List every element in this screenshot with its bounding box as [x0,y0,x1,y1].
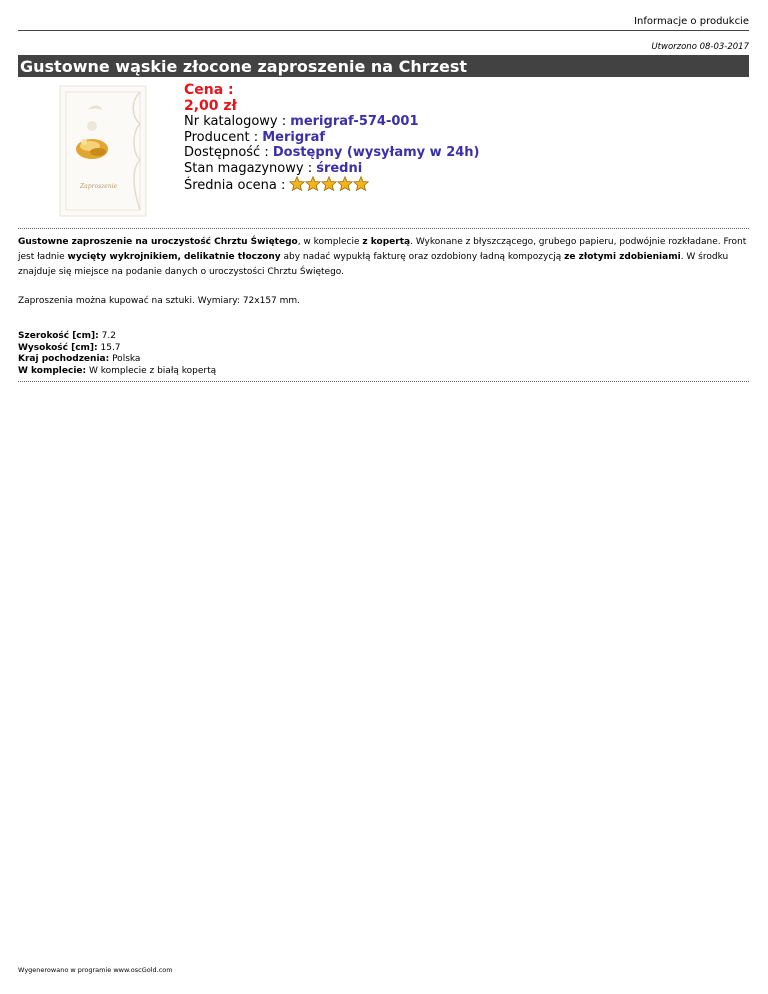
rating-label: Średnia ocena : [184,178,290,193]
product-title: Gustowne wąskie złocone zaproszenie na Chrzest [18,55,749,77]
spec-label: Kraj pochodzenia: [18,354,110,364]
description-highlight: wycięty wykrojnikiem, delikatnie tłoczony [67,252,281,262]
document-header: Informacje o produkcie [18,14,749,31]
product-description [18,235,749,309]
description-text: . Wykonane z błyszczącego, grubego papieru, podwójnie rozkładane. Front jest ładnie [18,237,747,262]
product-specs [18,331,749,377]
rating-stars [289,176,369,196]
stock-label: Stan magazynowy : [184,160,317,176]
catalog-number: merigraf-574-001 [290,114,419,129]
spec-label: Szerokość [cm]: [18,331,99,341]
description-text: . W środku znajduje się miejsce na podanie danych o uroczystości Chrztu Świętego. [18,252,729,277]
spec-value: W komplecie z białą kopertą [86,365,217,376]
star-icon [305,176,321,191]
price-value: 2,00 zł [184,98,237,114]
producer-value: Merigraf [262,129,326,145]
spec-value: 15.7 [97,342,121,353]
description-highlight: Gustowne zaproszenie na uroczystość Chrztu Świętego [18,237,298,247]
star-icon [353,176,369,191]
availability-row [184,145,480,161]
producer-label: Producent : [184,129,263,145]
description-paragraph [18,235,749,280]
spec-label: Wysokość [cm]: [18,342,98,353]
divider-bottom [18,381,749,382]
spec-value: Polska [109,354,141,364]
product-info [184,82,480,196]
created-date: Utworzono 08-03-2017 [651,42,749,52]
invitation-card-image [32,82,174,220]
availability-value: Dostępny (wysyłamy w 24h) [272,145,480,160]
availability-label: Dostępność : [184,145,273,160]
description-sizes: Zaproszenia można kupować na sztuki. Wymiary: 72x157 mm. [18,296,301,306]
product-image [32,82,174,220]
star-icon [321,176,337,191]
star-icon [289,176,305,191]
spec-row [18,331,749,343]
spec-row [18,366,749,378]
spec-row [18,343,749,355]
description-highlight: ze złotymi zdobieniami [564,252,681,262]
description-text: aby nadać wypukłą fakturę oraz ozdobiony ładną kompozycją [280,252,565,262]
catalog-row [184,114,480,130]
spec-value: 7.2 [98,331,116,341]
producer-row [184,130,480,146]
rating-row [184,176,480,196]
catalog-label: Nr katalogowy : [184,114,291,129]
footer-generated: Wygenerowano w programie www.oscGold.com [18,966,173,974]
divider-top [18,228,749,229]
description-highlight: z kopertą [362,237,411,247]
image-caption: Zaproszenie [80,183,118,190]
star-icon [337,176,353,191]
stock-row [184,161,480,177]
description-text: , w komplecie [297,237,363,247]
stock-value: średni [316,160,363,176]
spec-row [18,354,749,366]
price-label: Cena : [184,82,234,98]
spec-label: W komplecie: [18,365,87,376]
